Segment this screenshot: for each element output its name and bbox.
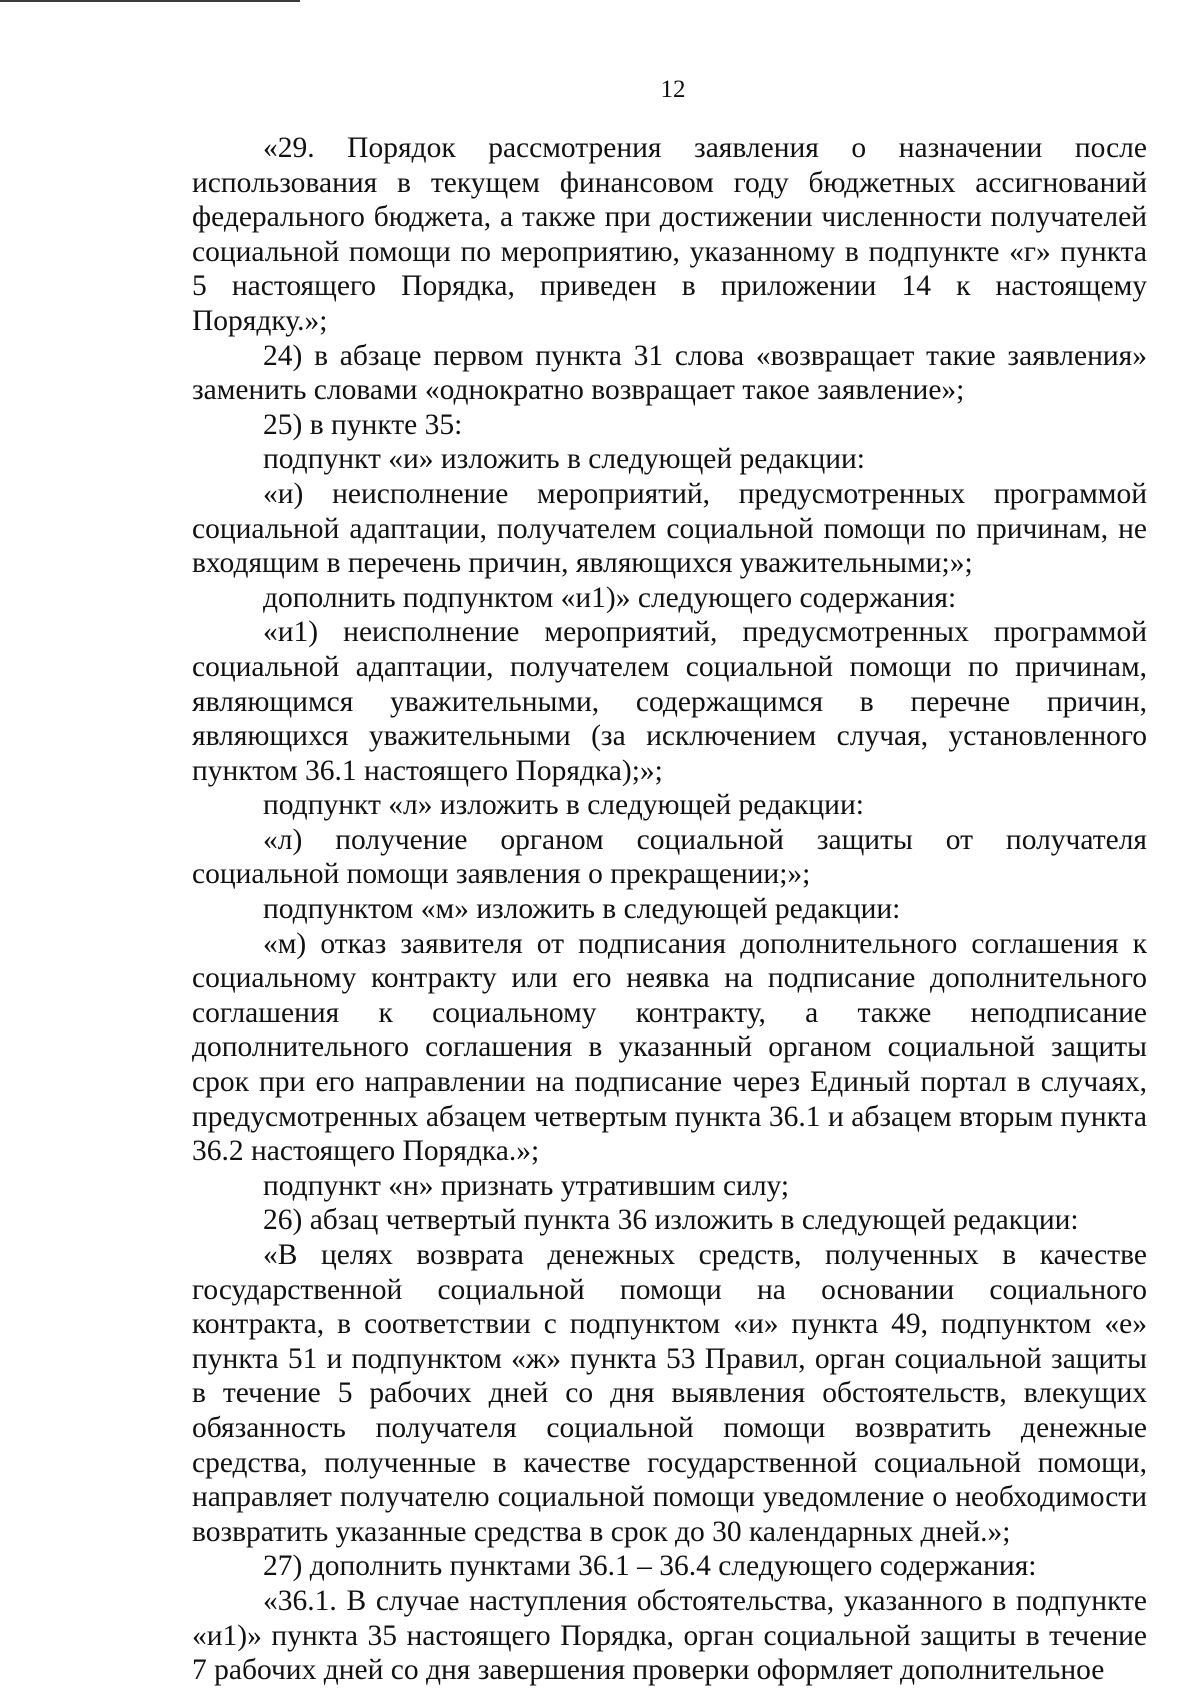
paragraph-subitem-m-text: «м) отказ заявителя от подписания дополнительного соглашения к социальному контракту или его неявка на подписание дополнительного соглашения к социальному контракту, а также неподписание дополнительного соглашения в указанный органом социальной защиты срок при его направлении на подписание через Единый портал в случаях, предусмотренных абзацем четвертым пункта 36.1 и абзацем вторым пункта 36.2 настоящего Порядка.»; xyxy=(192,927,1147,1168)
paragraph-subitem-i1-text: «и1) неисполнение мероприятий, предусмотренных программой социальной адаптации, получателем социальной помощи по причинам, являющимся уважительными, содержащимся в перечне причин, являющихся уважительными (за исключением случая, установленного пунктом 36.1 настоящего Порядка);»; xyxy=(192,616,1147,787)
paragraph-item-36-1: «36.1. В случае наступления обстоятельства, указанного в подпункте «и1)» пункта 35 настоящего Порядка, орган социальной защиты в течение 7 рабочих дней со дня завершения проверки оформляет дополнительное xyxy=(192,1584,1147,1687)
paragraph-subitem-l-text: «л) получение органом социальной защиты от получателя социальной помощи заявления о прекращении;»; xyxy=(192,823,1147,891)
paragraph-item-36-text: «В целях возврата денежных средств, полученных в качестве государственной социальной помощи на основании социального контракта, в соответствии с подпунктом «и» пункта 49, подпунктом «е» пункта 51 и подпунктом «ж» пункта 53 Правил, орган социальной защиты в течение 5 рабочих дней со дня выявления обстоятельств, влекущих обязанность получателя социальной помощи возвратить денежные средства, полученные в качестве государственной социальной помощи, направляет получателю социальной помощи уведомление о необходимости возвратить указанные средства в срок до 30 календарных дней.»; xyxy=(192,1239,1147,1548)
paragraph-subitem-i-intro: подпункт «и» изложить в следующей редакции: xyxy=(263,443,865,476)
paragraph-amendment-27: 27) дополнить пунктами 36.1 – 36.4 следующего содержания: xyxy=(263,1550,1037,1583)
paragraph-subitem-i-text: «и) неисполнение мероприятий, предусмотренных программой социальной адаптации, получателем социальной помощи по причинам, не входящим в перечень причин, являющихся уважительными;»; xyxy=(192,477,1147,580)
paragraph-item-29: «29. Порядок рассмотрения заявления о назначении после использования в текущем финансовом году бюджетных ассигнований федерального бюджета, а также при достижении численности получателей социальной помощи по мероприятию, указанному в подпункте «г» пункта 5 настоящего Порядка, приведен в приложении 14 к настоящему Порядку.»; xyxy=(192,132,1147,337)
paragraph-subitem-i1-intro: дополнить подпунктом «и1)» следующего содержания: xyxy=(263,581,957,614)
paragraph-subitem-n: подпункт «н» признать утратившим силу; xyxy=(263,1169,790,1202)
paragraph-subitem-m-intro: подпунктом «м» изложить в следующей редакции: xyxy=(263,893,901,926)
paragraph-amendment-25: 25) в пункте 35: xyxy=(263,408,463,441)
paragraph-amendment-26: 26) абзац четвертый пункта 36 изложить в следующей редакции: xyxy=(263,1204,1079,1237)
document-body xyxy=(192,131,1147,1688)
paragraph-amendment-24: 24) в абзаце первом пункта 31 слова «возвращает такие заявления» заменить словами «однократно возвращает такое заявление»; xyxy=(192,339,1147,407)
paragraph-subitem-l-intro: подпункт «л» изложить в следующей редакции: xyxy=(263,789,864,822)
page-number: 12 xyxy=(660,76,686,103)
scan-edge-line xyxy=(0,0,300,2)
